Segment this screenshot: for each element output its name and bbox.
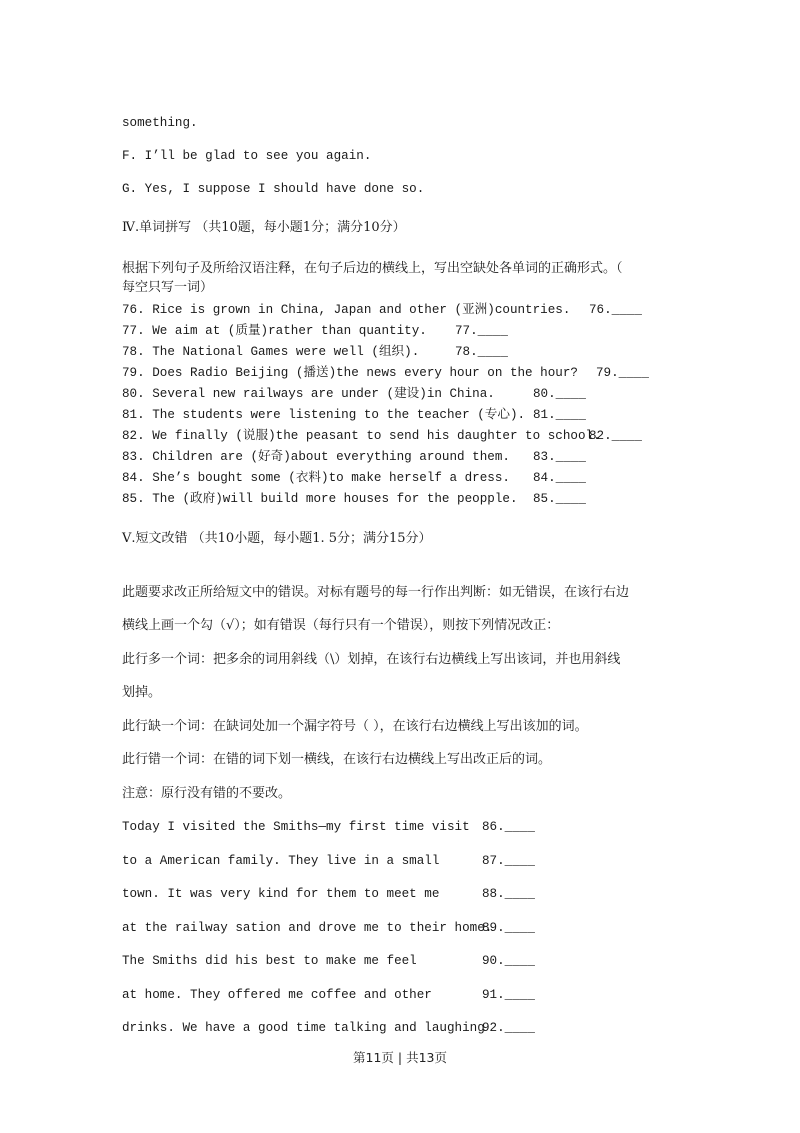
option-g: G. Yes, I suppose I should have done so. [122, 182, 425, 196]
page-footer: 第11页 | 共13页 [353, 1050, 447, 1065]
section-5-instruction-6: 此行错一个词：在错的词下划一横线，在该行右边横线上写出改正后的词。 [122, 752, 552, 767]
question-77: 77. We aim at (质量)rather than quantity. [122, 324, 427, 338]
answer-blank-85: 85.____ [533, 492, 586, 506]
answer-blank-82: 82.____ [589, 429, 642, 443]
question-83: 83. Children are (好奇)about everything around them. [122, 450, 510, 464]
passage-line-89: at the railway sation and drove me to their home. [122, 921, 493, 935]
answer-blank-80: 80.____ [533, 387, 586, 401]
passage-line-88: town. It was very kind for them to meet me [122, 887, 440, 901]
passage-line-87: to a American family. They live in a small [122, 854, 440, 868]
answer-blank-87: 87.____ [482, 854, 535, 868]
passage-line-91: at home. They offered me coffee and other [122, 988, 432, 1002]
answer-blank-90: 90.____ [482, 954, 535, 968]
question-84: 84. She’s bought some (衣料)to make herself a dress. [122, 471, 510, 485]
question-80: 80. Several new railways are under (建设)in China. [122, 387, 495, 401]
passage-line-90: The Smiths did his best to make me feel [122, 954, 417, 968]
answer-blank-84: 84.____ [533, 471, 586, 485]
section-5-instruction-5: 此行缺一个词：在缺词处加一个漏字符号（ ），在该行右边横线上写出该加的词。 [122, 719, 588, 734]
section-4-instruction-cont: 每空只写一词） [122, 280, 214, 295]
question-76: 76. Rice is grown in China, Japan and other (亚洲)countries. [122, 303, 571, 317]
section-5-instruction-1: 此题要求改正所给短文中的错误。对标有题号的每一行作出判断：如无错误，在该行右边 [122, 585, 630, 600]
section-5-instruction-4: 划掉。 [122, 685, 162, 700]
question-85: 85. The (政府)will build more houses for the peopple. [122, 492, 518, 506]
section-4-title: Ⅳ.单词拼写 （共10题，每小题1分；满分10分） [122, 220, 406, 235]
question-78: 78. The National Games were well (组织). [122, 345, 420, 359]
section-5-note: 注意：原行没有错的不要改。 [122, 786, 292, 801]
answer-blank-92: 92.____ [482, 1021, 535, 1035]
answer-blank-91: 91.____ [482, 988, 535, 1002]
section-4-instruction: 根据下列句子及所给汉语注释，在句子后边的横线上，写出空缺处各单词的正确形式。（ [122, 261, 623, 276]
answer-blank-86: 86.____ [482, 820, 535, 834]
answer-blank-78: 78.____ [455, 345, 508, 359]
question-82: 82. We finally (说服)the peasant to send his daughter to school. [122, 429, 601, 443]
answer-blank-76: 76.____ [589, 303, 642, 317]
answer-blank-83: 83.____ [533, 450, 586, 464]
question-81: 81. The students were listening to the teacher (专心). [122, 408, 526, 422]
answer-blank-79: 79.____ [596, 366, 649, 380]
question-79: 79. Does Radio Beijing (播送)the news every hour on the hour? [122, 366, 578, 380]
option-f: F. I’ll be glad to see you again. [122, 149, 372, 163]
passage-line-86: Today I visited the Smiths—my first time visit [122, 820, 470, 834]
section-5-title: Ⅴ.短文改错 （共10小题，每小题1. 5分；满分15分） [122, 531, 432, 546]
continued-text: something. [122, 116, 198, 130]
section-5-instruction-3: 此行多一个词：把多余的词用斜线（\）划掉，在该行右边横线上写出该词，并也用斜线 [122, 652, 621, 667]
section-5-instruction-2: 横线上画一个勾（√）；如有错误（每行只有一个错误），则按下列情况改正： [122, 618, 560, 633]
answer-blank-81: 81.____ [533, 408, 586, 422]
answer-blank-89: 89.____ [482, 921, 535, 935]
passage-line-92: drinks. We have a good time talking and laughing [122, 1021, 485, 1035]
answer-blank-77: 77.____ [455, 324, 508, 338]
answer-blank-88: 88.____ [482, 887, 535, 901]
